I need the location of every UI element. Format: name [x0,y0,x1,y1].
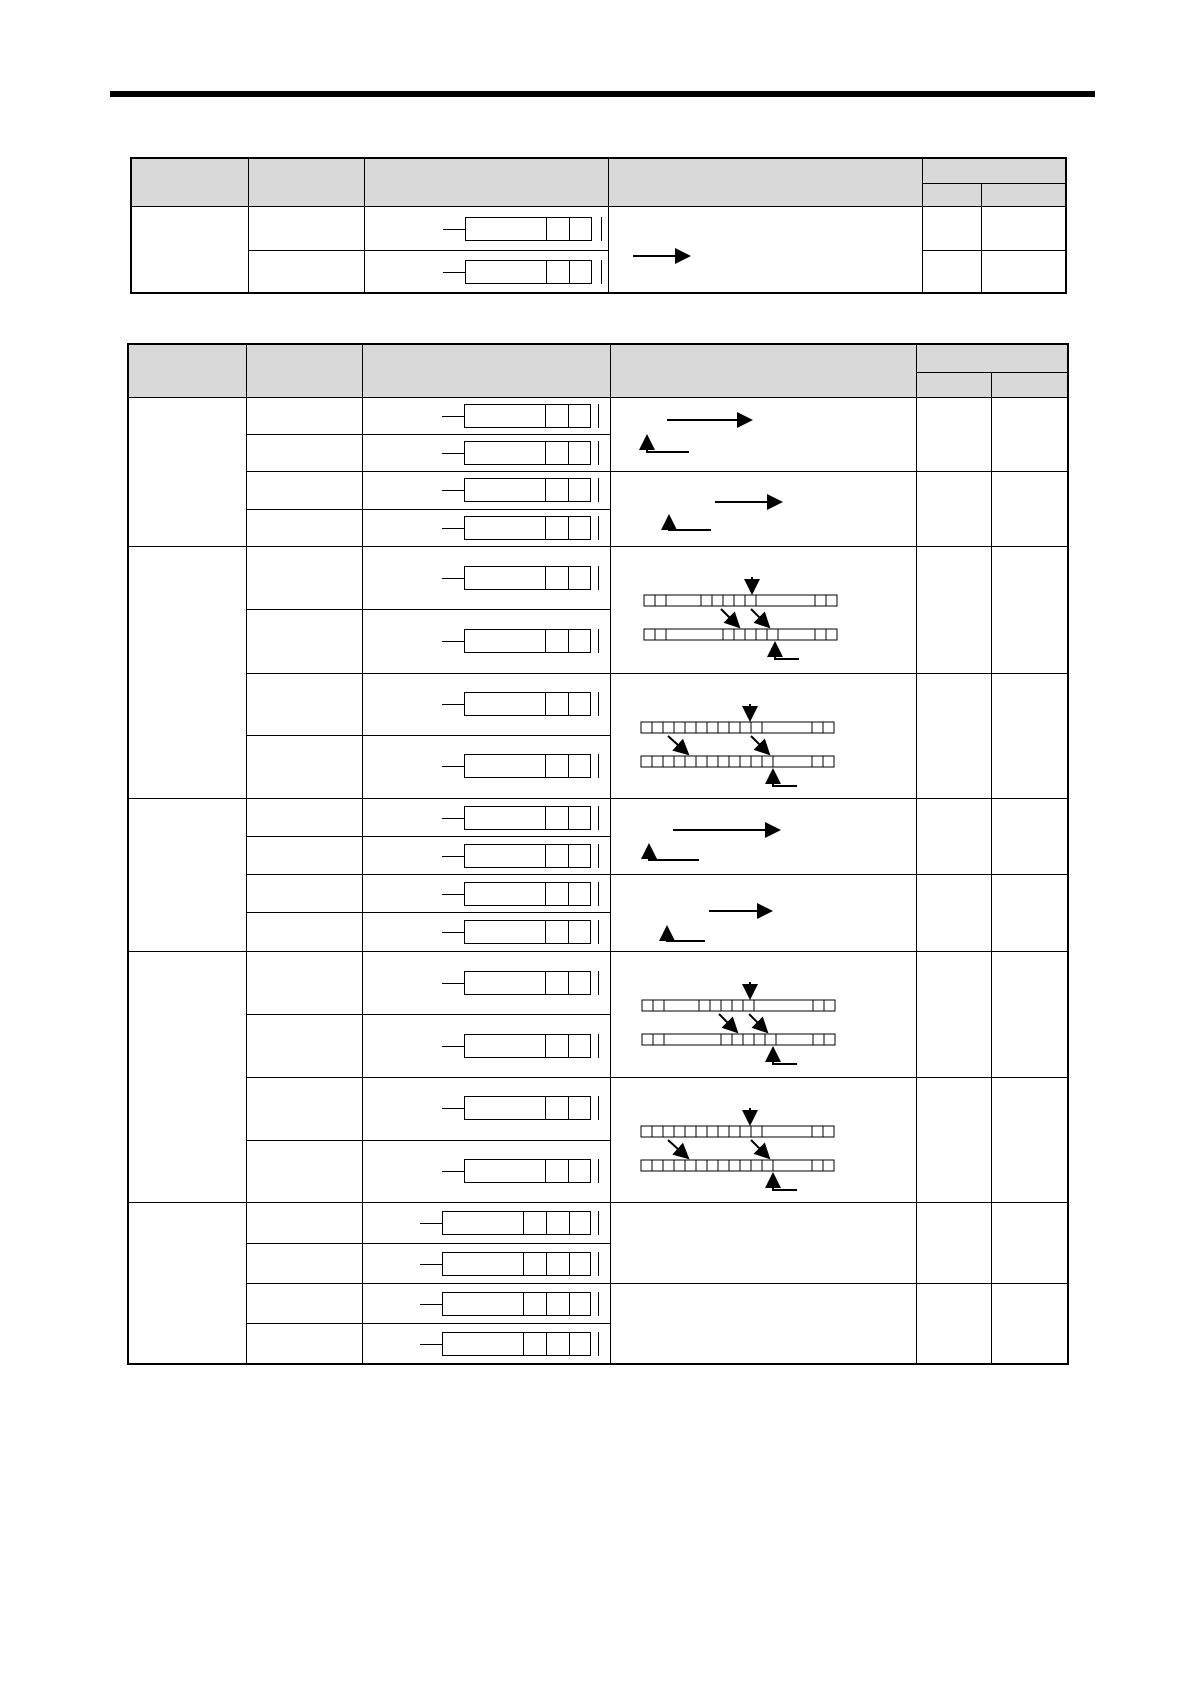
rotate-diagram [611,875,917,951]
ladder-symbol-cell [362,875,610,913]
description-cell [610,951,916,1078]
instruction-name-cell [246,673,362,735]
ladder-symbol-cell [364,206,608,250]
bit-shift-diagram [611,547,917,673]
step-cell [916,875,991,952]
instruction-name-cell [246,472,362,509]
ladder-symbol-cell [362,472,610,509]
flag-cell [991,1078,1068,1203]
description-cell [610,472,916,547]
rotate-diagram [611,472,917,546]
ladder-symbol-cell [362,1203,610,1243]
header-cell [131,158,248,206]
header-cell [128,344,246,397]
instruction-name-cell [246,736,362,798]
step-cell [916,397,991,472]
ladder-symbol-cell [362,836,610,874]
header-subcell [922,183,981,206]
flag-cell [991,875,1068,952]
rotate-diagram [611,799,917,875]
step-cell [916,1078,991,1203]
step-cell [916,798,991,875]
bit-shift-diagram [611,674,917,798]
description-cell [610,1283,916,1364]
ladder-symbol-cell [362,397,610,434]
step-cell [922,206,981,250]
rotate-diagram [611,398,917,472]
instruction-name-cell [246,435,362,472]
flag-cell [991,673,1068,798]
description-cell [610,1203,916,1284]
group-cell [128,951,246,1203]
header-subcell [916,372,991,397]
step-cell [916,673,991,798]
instruction-name-cell [246,1283,362,1323]
flag-cell [991,1283,1068,1364]
instruction-name-cell [248,206,364,250]
instruction-name-cell [246,610,362,673]
description-cell [608,206,922,293]
header-subcell [981,183,1066,206]
top-rule [110,91,1095,97]
flag-cell [991,951,1068,1078]
step-cell [916,546,991,673]
instruction-name-cell [246,1014,362,1077]
step-cell [916,1203,991,1284]
description-cell [610,798,916,875]
ladder-symbol-cell [362,1014,610,1077]
ladder-symbol-cell [362,673,610,735]
header-cell [248,158,364,206]
header-cell [922,158,1066,183]
header-cell [364,158,608,206]
step-cell [916,951,991,1078]
step-cell [916,1283,991,1364]
header-cell [362,344,610,397]
ladder-symbol-cell [364,250,608,293]
flag-cell [981,206,1066,250]
description-cell [610,673,916,798]
header-cell [610,344,916,397]
instruction-name-cell [246,1140,362,1202]
instruction-name-cell [246,1203,362,1243]
instruction-name-cell [246,913,362,951]
group-cell [128,1203,246,1364]
header-cell [246,344,362,397]
group-cell [128,397,246,546]
instruction-name-cell [246,397,362,434]
ladder-symbol-cell [362,1324,610,1364]
instruction-name-cell [246,798,362,836]
instruction-name-cell [246,951,362,1014]
instruction-name-cell [246,836,362,874]
ladder-symbol-cell [362,610,610,673]
ladder-symbol-cell [362,435,610,472]
bit-shift-diagram [611,1078,917,1202]
header-cell [916,344,1068,372]
ladder-symbol-cell [362,1140,610,1202]
description-cell [610,397,916,472]
ladder-symbol-cell [362,798,610,836]
flag-cell [991,397,1068,472]
bit-shift-diagram [611,952,917,1078]
ladder-symbol-cell [362,1078,610,1140]
group-cell [128,546,246,798]
group-cell [128,798,246,951]
flag-cell [991,472,1068,547]
description-cell [610,1078,916,1203]
instruction-name-cell [246,546,362,609]
instruction-table-2 [127,343,1069,1365]
ladder-symbol-cell [362,736,610,798]
header-subcell [991,372,1068,397]
instruction-name-cell [246,1324,362,1364]
instruction-name-cell [246,875,362,913]
ladder-symbol-cell [362,546,610,609]
instruction-table-1 [130,157,1067,294]
flag-cell [991,546,1068,673]
step-cell [916,472,991,547]
ladder-symbol-cell [362,509,610,546]
ladder-symbol-cell [362,1243,610,1283]
instruction-name-cell [248,250,364,293]
instruction-name-cell [246,1243,362,1283]
description-cell [610,546,916,673]
ladder-symbol-cell [362,913,610,951]
flag-cell [991,798,1068,875]
group-cell [131,206,248,293]
header-cell [608,158,922,206]
flag-cell [981,250,1066,293]
ladder-symbol-cell [362,1283,610,1323]
step-cell [922,250,981,293]
ladder-symbol-cell [362,951,610,1014]
instruction-name-cell [246,509,362,546]
instruction-name-cell [246,1078,362,1140]
arrow-diagram [609,207,923,293]
flag-cell [991,1203,1068,1284]
description-cell [610,875,916,952]
